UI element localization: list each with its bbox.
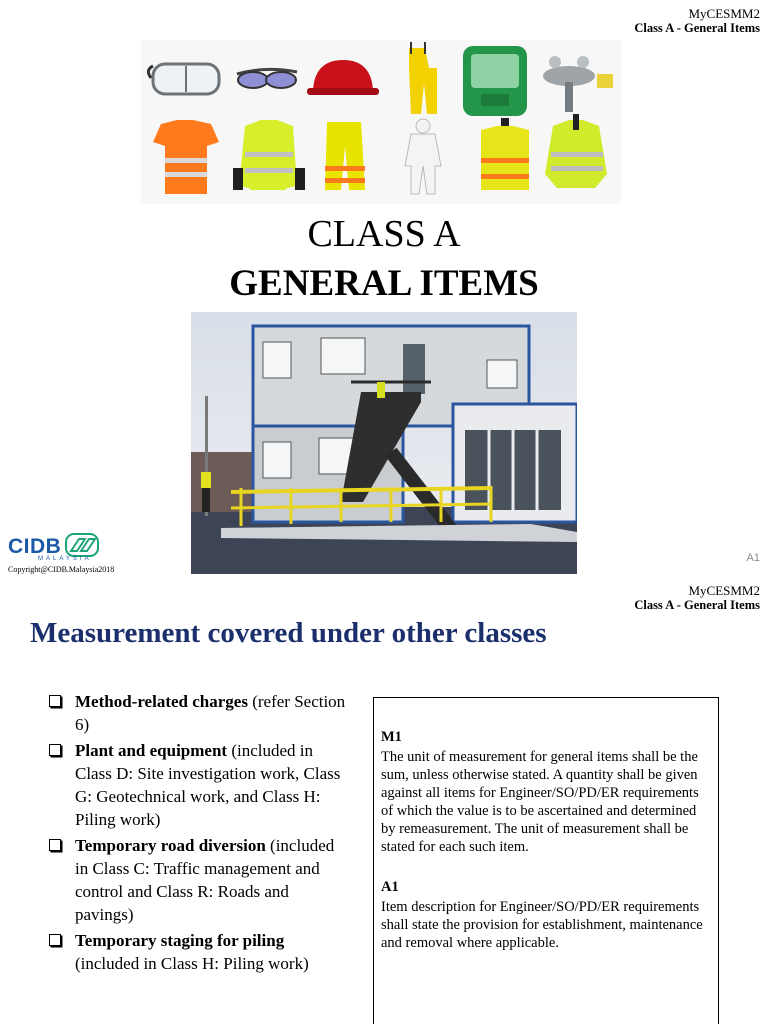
bullet-bold-text: Temporary staging for piling bbox=[75, 931, 285, 950]
list-item bbox=[48, 834, 348, 926]
cidb-emblem-icon bbox=[65, 533, 99, 557]
checkbox-bullet-icon bbox=[49, 695, 61, 707]
bullet-text: (included in Class C: Traffic management and control and Class R: Roads and pavings) bbox=[75, 836, 335, 924]
slide-header bbox=[634, 583, 760, 613]
bullet-bold-text: Temporary road diversion bbox=[75, 836, 266, 855]
safety-glasses-icon bbox=[237, 69, 297, 88]
header-brand: MyCESMM2 bbox=[688, 6, 760, 21]
hi-vis-vest-icon bbox=[481, 118, 529, 190]
hi-vis-trousers-icon bbox=[325, 122, 365, 190]
measurement-rules-box bbox=[373, 697, 719, 1024]
bullet-list bbox=[48, 690, 348, 978]
list-item bbox=[48, 929, 348, 975]
checkbox-bullet-icon bbox=[49, 934, 61, 946]
slide-page-label: A1 bbox=[746, 552, 760, 564]
list-item bbox=[48, 739, 348, 831]
rain-overalls-icon bbox=[409, 42, 437, 114]
rule-label-a1: A1 bbox=[381, 879, 399, 895]
checkbox-bullet-icon bbox=[49, 839, 61, 851]
bullet-bold-text: Method-related charges bbox=[75, 692, 248, 711]
rule-text-a1: Item description for Engineer/SO/PD/ER requirements shall state the provision for establishment, maintenance and removal where applicable. bbox=[381, 899, 703, 951]
logo-subtext: MALAYSIA bbox=[38, 556, 92, 562]
slide-title-line1: CLASS A bbox=[307, 213, 461, 255]
cidb-logo bbox=[8, 533, 99, 562]
slide-title-line2: GENERAL ITEMS bbox=[229, 263, 539, 304]
hi-vis-vest-icon-2 bbox=[545, 114, 607, 188]
header-class-line: Class A - General Items bbox=[634, 21, 760, 35]
slide-measurement-other-classes bbox=[0, 577, 768, 1024]
slide-title: Measurement covered under other classes bbox=[30, 617, 547, 649]
hard-hat-icon bbox=[307, 60, 379, 95]
slide-header bbox=[634, 6, 760, 36]
bullet-text: (included in Class D: Site investigation work, Class G: Geotechnical work, and Class H: Piling work) bbox=[75, 741, 341, 829]
eyewash-station-icon bbox=[463, 46, 527, 116]
logo-text: CIDB bbox=[8, 535, 62, 558]
rule-text-m1: The unit of measurement for general items shall be the sum, unless otherwise stated. A quantity shall be given against all items for Engineer/SO/PD/ER requirements of which the value is to be ascertained and determined by remeasurement. The unit of measurement shall be stated for each such item. bbox=[381, 749, 699, 855]
copyright-text: Copyright@CIDB.Malaysia2018 bbox=[8, 565, 115, 574]
hi-vis-jacket-icon bbox=[233, 120, 305, 190]
checkbox-bullet-icon bbox=[49, 744, 61, 756]
goggles-icon bbox=[148, 64, 219, 94]
orange-tshirt-icon bbox=[153, 120, 219, 194]
header-brand: MyCESMM2 bbox=[688, 583, 760, 598]
coverall-suit-icon bbox=[405, 119, 441, 194]
site-cabin-photo bbox=[191, 312, 577, 574]
eyewash-fountain-icon bbox=[543, 56, 613, 112]
list-item bbox=[48, 690, 348, 736]
bullet-text: (included in Class H: Piling work) bbox=[75, 954, 309, 973]
header-class-line: Class A - General Items bbox=[634, 598, 760, 612]
ppe-equipment-image bbox=[141, 40, 621, 204]
rule-label-m1: M1 bbox=[381, 729, 402, 745]
bullet-text: (refer Section 6) bbox=[75, 692, 346, 734]
bullet-bold-text: Plant and equipment bbox=[75, 741, 228, 760]
